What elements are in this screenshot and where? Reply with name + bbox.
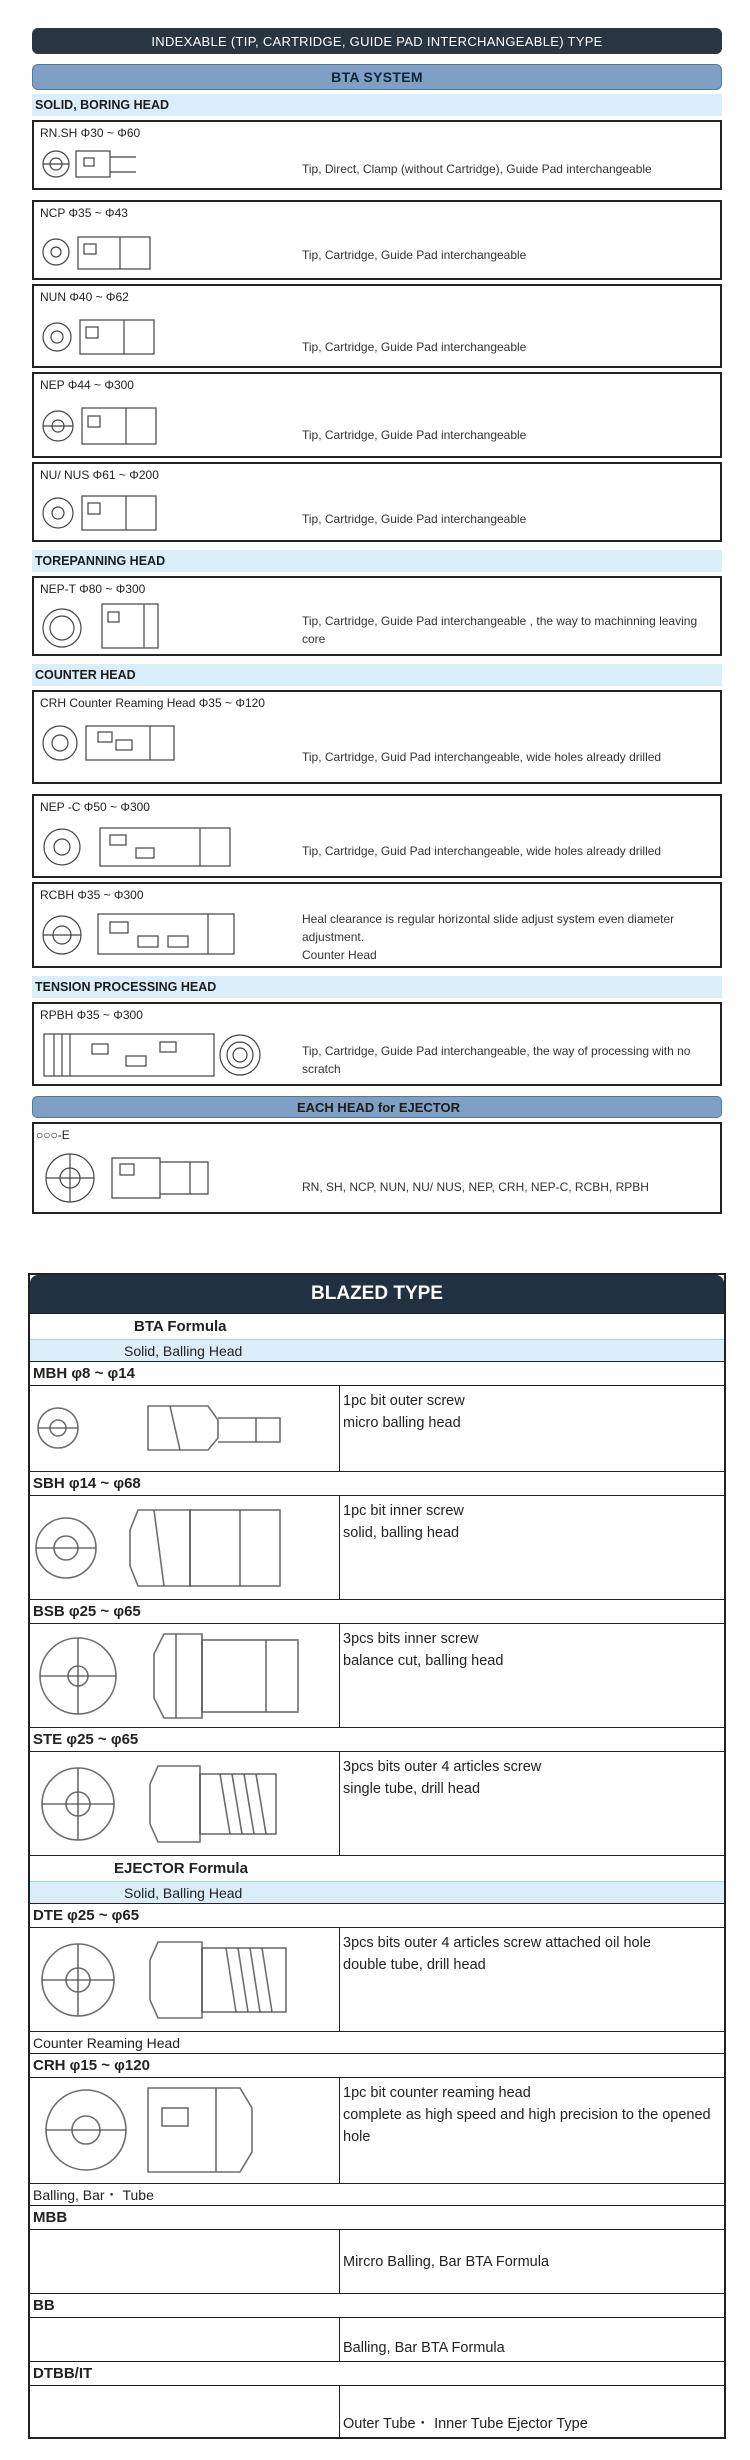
item-nep	[32, 372, 722, 458]
item-name: RN.SH Φ30 ~ Φ60	[40, 126, 141, 140]
nep-drawing-icon	[40, 402, 170, 450]
item-rnsh	[32, 120, 722, 190]
ste-drawing-icon	[30, 1752, 338, 1854]
item-name: NEP-T Φ80 ~ Φ300	[40, 582, 146, 596]
solid-balling-label: Solid, Balling Head	[30, 1339, 724, 1361]
item-name: NUN Φ40 ~ Φ62	[40, 290, 129, 304]
item-desc: Tip, Cartridge, Guide Pad interchangeable	[302, 428, 527, 442]
section-counter: COUNTER HEAD	[32, 664, 722, 686]
ejector-drawing-icon	[40, 1148, 240, 1210]
dtbb-empty-cell	[30, 2386, 340, 2437]
crh-blazed-drawing	[30, 2078, 340, 2183]
item-rpbh	[32, 1002, 722, 1086]
bsb-drawing-icon	[30, 1624, 338, 1726]
row-dtbb	[30, 2385, 724, 2437]
item-desc: Tip, Cartridge, Guide Pad interchangeable	[302, 340, 527, 354]
desc-line1: 1pc bit counter reaming head	[343, 2085, 531, 2101]
bta-formula-label: BTA Formula	[30, 1313, 724, 1339]
ste-drawing	[30, 1752, 340, 1855]
row-mbb	[30, 2229, 724, 2293]
dte-drawing-icon	[30, 1928, 338, 2030]
item-ncp	[32, 200, 722, 280]
item-nept	[32, 576, 722, 656]
item-desc: Tip, Cartridge, Guide Pad interchangeable , the way to machinning leaving core	[302, 614, 698, 646]
row-ste	[30, 1751, 724, 1855]
sbh-drawing	[30, 1496, 340, 1599]
item-name: RCBH Φ35 ~ Φ300	[40, 888, 144, 902]
desc-line1: 3pcs bits inner screw	[343, 1631, 479, 1647]
item-name: RPBH Φ35 ~ Φ300	[40, 1008, 143, 1022]
item-name: ○○○-E	[36, 1128, 70, 1142]
item-desc: Tip, Cartridge, Guide Pad interchangeable	[302, 512, 527, 526]
ste-desc	[340, 1752, 724, 1855]
row-crh	[30, 2077, 724, 2183]
bb-desc: Balling, Bar BTA Formula	[343, 2340, 505, 2356]
row-name-dtbb: DTBB/IT	[30, 2361, 724, 2385]
desc-line2: solid, balling head	[343, 1525, 460, 1541]
section-tension: TENSION PROCESSING HEAD	[32, 976, 722, 998]
row-name-mbb: MBB	[30, 2205, 724, 2229]
mbb-empty-cell	[30, 2230, 340, 2293]
dte-drawing	[30, 1928, 340, 2031]
section-trepanning: TOREPANNING HEAD	[32, 550, 722, 572]
desc-line2: single tube, drill head	[343, 1781, 481, 1797]
item-desc: Tip, Cartridge, Guide Pad interchangeable	[302, 248, 527, 262]
dte-desc	[340, 1928, 724, 2031]
blazed-title: BLAZED TYPE	[30, 1275, 724, 1313]
bsb-desc	[340, 1624, 724, 1727]
rcbh-drawing-icon	[40, 908, 260, 962]
mbb-desc: Mircro Balling, Bar BTA Formula	[343, 2253, 550, 2270]
bb-empty-cell	[30, 2318, 340, 2361]
item-desc-2: Counter Head	[302, 948, 377, 962]
item-name: CRH Counter Reaming Head Φ35 ~ Φ120	[40, 696, 265, 710]
indexable-banner: INDEXABLE (TIP, CARTRIDGE, GUIDE PAD INTERCHANGEABLE) TYPE	[32, 28, 722, 54]
item-name: NCP Φ35 ~ Φ43	[40, 206, 128, 220]
desc-line1: 1pc bit inner screw	[343, 1503, 464, 1519]
crh-blazed-drawing-icon	[30, 2078, 338, 2182]
item-desc: Tip, Cartridge, Guid Pad interchangeable, wide holes already drilled	[302, 750, 662, 764]
section-ejector: EACH HEAD for EJECTOR	[32, 1096, 722, 1118]
section-solid-boring: SOLID, BORING HEAD	[32, 94, 722, 116]
bsb-drawing	[30, 1624, 340, 1727]
dtbb-desc: Outer Tube・ Inner Tube Ejector Type	[343, 2416, 588, 2432]
item-name: NU/ NUS Φ61 ~ Φ200	[40, 468, 159, 482]
row-name-ste: STE φ25 ~ φ65	[30, 1727, 724, 1751]
desc-line2: double tube, drill head	[343, 1957, 486, 1973]
ejector-formula-label: EJECTOR Formula	[30, 1855, 724, 1881]
row-name-dte: DTE φ25 ~ φ65	[30, 1903, 724, 1927]
blazed-section	[28, 1273, 726, 2439]
nepc-drawing-icon	[40, 822, 260, 872]
nunus-drawing-icon	[40, 490, 170, 536]
row-sbh	[30, 1495, 724, 1599]
item-crh-indexable	[32, 690, 722, 784]
indexable-section	[32, 28, 722, 1214]
item-ejector	[32, 1122, 722, 1214]
balling-bar-tube-label: Balling, Bar・ Tube	[30, 2183, 724, 2205]
desc-line2: balance cut, balling head	[343, 1653, 504, 1669]
row-bsb	[30, 1623, 724, 1727]
item-desc: RN, SH, NCP, NUN, NU/ NUS, NEP, CRH, NEP-C, RCBH, RPBH	[302, 1180, 649, 1194]
crh-desc	[340, 2078, 724, 2183]
item-desc: Tip, Direct, Clamp (without Cartridge), Guide Pad interchangeable	[302, 162, 652, 176]
item-desc: Tip, Cartridge, Guide Pad interchangeable, the way of processing with no scratch	[302, 1044, 691, 1076]
row-dte	[30, 1927, 724, 2031]
item-desc: Heal clearance is regular horizontal slide adjust system even diameter adjustment.	[302, 912, 675, 944]
counter-reaming-label: Counter Reaming Head	[30, 2031, 724, 2053]
desc-line1: 3pcs bits outer 4 articles screw	[343, 1759, 542, 1775]
rpbh-drawing-icon	[40, 1028, 270, 1082]
rnsh-drawing-icon	[40, 144, 150, 184]
sbh-desc	[340, 1496, 724, 1599]
sbh-drawing-icon	[30, 1496, 338, 1598]
row-name-crh: CRH φ15 ~ φ120	[30, 2053, 724, 2077]
row-name-mbh: MBH φ8 ~ φ14	[30, 1361, 724, 1385]
row-bb	[30, 2317, 724, 2361]
mbh-desc	[340, 1386, 724, 1471]
desc-line1: 3pcs bits outer 4 articles screw attached oil hole	[343, 1935, 651, 1951]
row-name-sbh: SBH φ14 ~ φ68	[30, 1471, 724, 1495]
ncp-drawing-icon	[40, 232, 170, 274]
mbh-drawing	[30, 1386, 340, 1471]
row-name-bsb: BSB φ25 ~ φ65	[30, 1599, 724, 1623]
desc-line2: complete as high speed and high precision to the opened hole	[343, 2107, 711, 2145]
nept-drawing-icon	[40, 600, 180, 652]
bta-system-banner: BTA SYSTEM	[32, 64, 722, 90]
row-name-bb: BB	[30, 2293, 724, 2317]
nun-drawing-icon	[40, 314, 170, 360]
item-desc: Tip, Cartridge, Guid Pad interchangeable, wide holes already drilled	[302, 844, 662, 858]
item-nepc	[32, 794, 722, 878]
solid-balling-label-2: Solid, Balling Head	[30, 1881, 724, 1903]
desc-line1: 1pc bit outer screw	[343, 1393, 465, 1409]
item-nun	[32, 284, 722, 368]
item-nunus	[32, 462, 722, 542]
item-name: NEP -C Φ50 ~ Φ300	[40, 800, 150, 814]
row-mbh	[30, 1385, 724, 1471]
item-rcbh	[32, 882, 722, 968]
mbh-drawing-icon	[30, 1386, 338, 1470]
crh-drawing-icon	[40, 718, 190, 768]
desc-line2: micro balling head	[343, 1415, 461, 1431]
item-name: NEP Φ44 ~ Φ300	[40, 378, 134, 392]
